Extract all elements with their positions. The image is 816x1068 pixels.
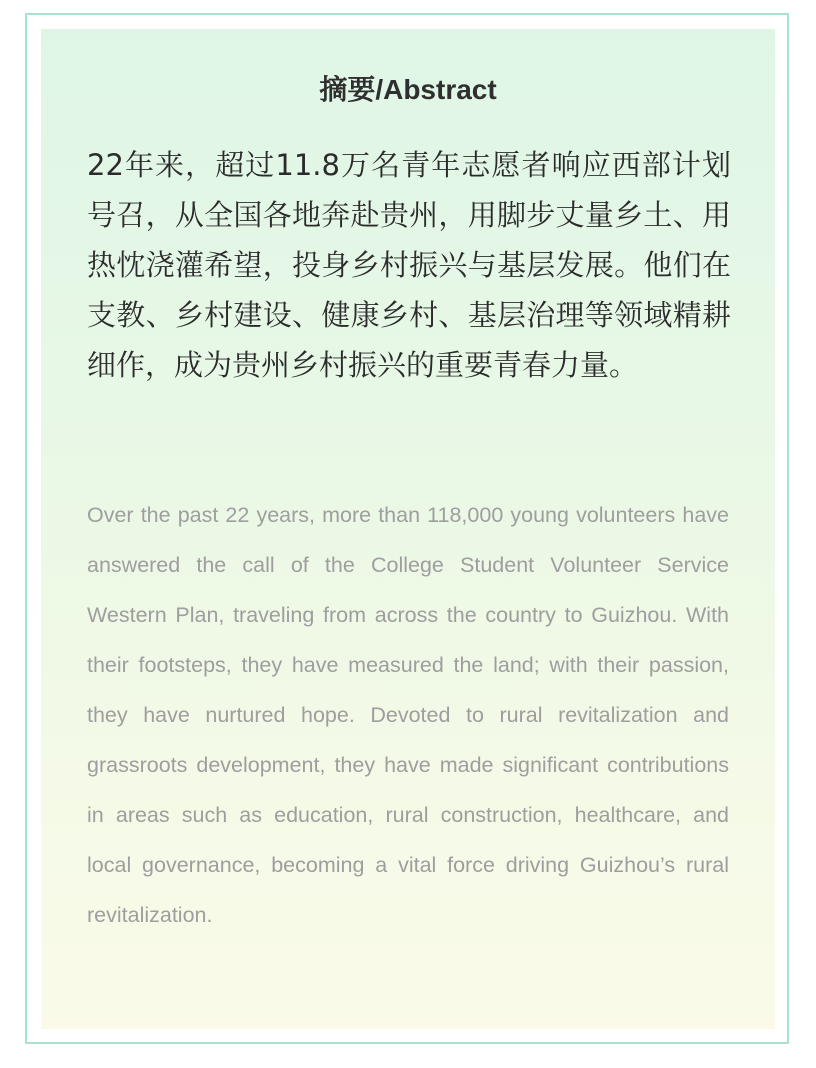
abstract-title: 摘要/Abstract bbox=[319, 74, 497, 105]
chinese-abstract-text: 22年来，超过11.8万名青年志愿者响应西部计划号召，从全国各地奔赴贵州，用脚步丈量乡土、用热忱浇灌希望，投身乡村振兴与基层发展。他们在支教、乡村建设、健康乡村、基层治理等领域精耕细作，成为贵州乡村振兴的重要青春力量。 bbox=[87, 148, 731, 382]
english-abstract-text: Over the past 22 years, more than 118,000 young volunteers have answered the call of the College Student Volunteer Service Western Plan, traveling from across the country to Guizhou. With their footsteps, they have measured the land; with their passion, they have nurtured hope. Devoted to rural revitalization and grassroots development, they have made significant contributions in areas such as education, rural construction, healthcare, and local governance, becoming a vital force driving Guizhou’s rural revitalization. bbox=[87, 503, 729, 927]
